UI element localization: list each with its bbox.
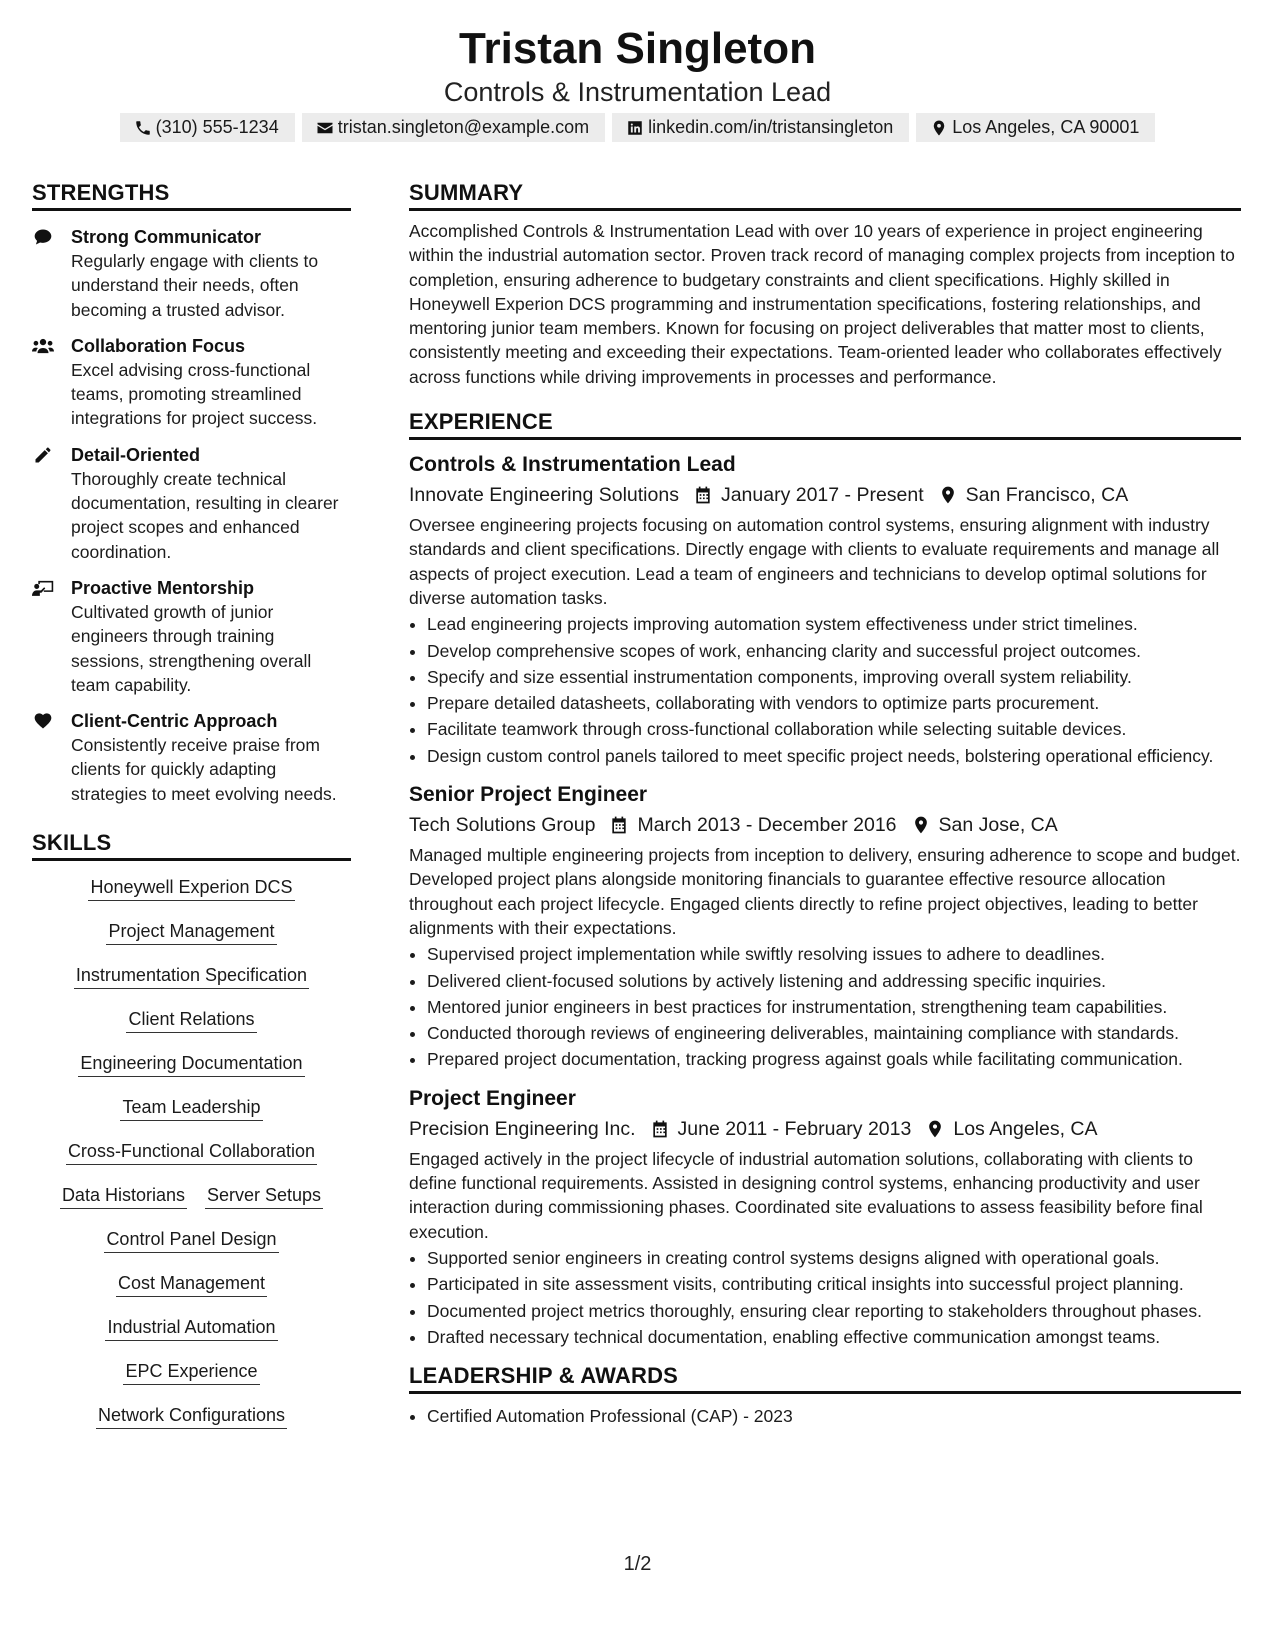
leadership-list: [409, 1404, 1241, 1428]
users-icon: [32, 336, 54, 356]
location-pin-icon: [938, 485, 958, 505]
skill-tag: Server Setups: [205, 1183, 323, 1209]
skill-tag: Network Configurations: [96, 1403, 287, 1429]
contact-text[interactable]: (310) 555-1234: [155, 117, 279, 137]
skill-tag: Project Management: [106, 919, 276, 945]
bullet-item: • Facilitate teamwork through cross-functional collaboration while selecting suitable devices.: [427, 717, 1241, 741]
job-meta: [409, 810, 1241, 840]
skill-row: [32, 1139, 351, 1165]
contact-item[interactable]: [916, 113, 1155, 142]
strength-title: Client-Centric Approach: [71, 711, 278, 732]
strengths-heading: STRENGTHS: [32, 178, 351, 211]
skill-tag: Data Historians: [60, 1183, 187, 1209]
phone-icon: [134, 119, 152, 137]
location-pin-icon: [930, 119, 948, 137]
candidate-name: Tristan Singleton: [459, 24, 816, 73]
experience-entry: [409, 450, 1241, 768]
leadership-heading: LEADERSHIP & AWARDS: [409, 1361, 1241, 1394]
strength-title: Proactive Mentorship: [71, 577, 255, 598]
bullet-item: • Participated in site assessment visits, contributing critical insights into successful project planning.: [427, 1272, 1241, 1296]
linkedin-icon: [626, 119, 644, 137]
job-title: Senior Project Engineer: [409, 783, 648, 807]
left-column: [32, 178, 351, 1447]
strength-item: [32, 443, 351, 564]
skill-row: [32, 1183, 351, 1209]
calendar-icon: [693, 485, 713, 505]
strength-item: [32, 225, 351, 322]
strength-item: [32, 709, 351, 806]
pencil-icon: [32, 445, 54, 465]
skill-tag: Cross-Functional Collaboration: [66, 1139, 317, 1165]
resume-header: [0, 22, 1275, 108]
strength-item: [32, 576, 351, 697]
skill-tag: Team Leadership: [120, 1095, 262, 1121]
summary-heading: SUMMARY: [409, 178, 1241, 211]
bullet-item: • Drafted necessary technical documentation, enabling effective communication amongst teams.: [427, 1325, 1241, 1349]
strength-description: Excel advising cross-functional teams, promoting streamlined integrations for project success.: [71, 359, 318, 429]
bullet-item: • Mentored junior engineers in best practices for instrumentation, strengthening team capabilities.: [427, 995, 1241, 1019]
job-location: San Jose, CA: [938, 814, 1058, 837]
skills-heading: SKILLS: [32, 828, 351, 861]
skill-row: [32, 1403, 351, 1429]
strength-description: Regularly engage with clients to understand their needs, often becoming a trusted advisor.: [71, 251, 319, 320]
strength-title: Collaboration Focus: [71, 335, 246, 356]
bullet-item: • Prepare detailed datasheets, collaborating with vendors to optimize parts procurement.: [427, 691, 1241, 715]
contact-item[interactable]: [302, 113, 605, 142]
skill-row: [32, 1227, 351, 1253]
chalkboard-teacher-icon: [32, 578, 54, 598]
skill-row: [32, 1095, 351, 1121]
bullet-item: • Conducted thorough reviews of engineering deliverables, maintaining compliance with standards.: [427, 1021, 1241, 1045]
skill-row: [32, 919, 351, 945]
skill-tag: Cost Management: [116, 1271, 267, 1297]
contact-text[interactable]: linkedin.com/in/tristansingleton: [648, 117, 894, 137]
job-description: Managed multiple engineering projects from inception to delivery, ensuring adherence to scope and budget. Developed project plans alongside monitoring financials to guarantee effective resource allocation throughout each project lifecycle. Engaged clients directly to refine project objectives, leading to better alignments with their expectations.: [409, 845, 1241, 938]
strengths-list: [32, 225, 351, 806]
summary-text: Accomplished Controls & Instrumentation Lead with over 10 years of experience in project engineering within the industrial automation sector. Proven track record of managing complex projects from inception to completion, ensuring adherence to budgetary constraints and client specifications. Highly skilled in Honeywell Experion DCS programming and instrumentation specifications, fostering relationships, and mentoring junior team members. Known for focusing on project deliverables that matter most to clients, consistently meeting and exceeding their expectations. Team-oriented leader who collaborates effectively across functions while driving improvements in processes and performance.: [409, 221, 1235, 387]
strength-description: Cultivated growth of junior engineers through training sessions, strengthening overall team capability.: [71, 601, 312, 695]
strength-description: Thoroughly create technical documentation, resulting in clearer project scopes and enhanced coordination.: [71, 468, 339, 562]
candidate-title: Controls & Instrumentation Lead: [443, 77, 832, 107]
job-bullets: [409, 612, 1241, 768]
bullet-item: • Design custom control panels tailored to meet specific project needs, bolstering operational efficiency.: [427, 744, 1241, 768]
skill-row: [32, 1051, 351, 1077]
strength-title: Detail-Oriented: [71, 444, 201, 465]
skill-tag: Engineering Documentation: [78, 1051, 304, 1077]
contact-item[interactable]: [612, 113, 909, 142]
skill-tag: EPC Experience: [123, 1359, 259, 1385]
bullet-item: • Documented project metrics thoroughly, ensuring clear reporting to stakeholders throughout phases.: [427, 1299, 1241, 1323]
contact-item[interactable]: [120, 113, 295, 142]
job-dates: March 2013 - December 2016: [637, 814, 897, 837]
skill-row: [32, 1359, 351, 1385]
bullet-item: • Prepared project documentation, tracking progress against goals while facilitating communication.: [427, 1047, 1241, 1071]
experience-entry: [409, 1084, 1241, 1349]
company-name: Tech Solutions Group: [409, 814, 596, 837]
bullet-item: • Delivered client-focused solutions by actively listening and addressing specific inquiries.: [427, 969, 1241, 993]
job-title: Controls & Instrumentation Lead: [409, 453, 736, 477]
skill-tag: Honeywell Experion DCS: [88, 875, 294, 901]
job-bullets: [409, 1246, 1241, 1349]
heart-icon: [32, 711, 54, 731]
skills-list: [32, 875, 351, 1429]
skill-row: [32, 1271, 351, 1297]
calendar-icon: [609, 815, 629, 835]
skill-tag: Client Relations: [126, 1007, 256, 1033]
bullet-item: • Lead engineering projects improving automation system effectiveness under strict timelines.: [427, 612, 1241, 636]
envelope-icon: [316, 119, 334, 137]
contact-text[interactable]: Los Angeles, CA 90001: [952, 117, 1140, 137]
skill-row: [32, 1007, 351, 1033]
strength-title: Strong Communicator: [71, 227, 262, 247]
skill-row: [32, 963, 351, 989]
skill-row: [32, 1315, 351, 1341]
skill-tag: Control Panel Design: [104, 1227, 278, 1253]
job-bullets: [409, 942, 1241, 1071]
location-pin-icon: [911, 815, 931, 835]
bullet-item: • Supported senior engineers in creating control systems designs aligned with operational goals.: [427, 1246, 1241, 1270]
bullet-item: • Supervised project implementation while swiftly resolving issues to adhere to deadlines.: [427, 942, 1241, 966]
company-name: Innovate Engineering Solutions: [409, 484, 679, 507]
strength-description: Consistently receive praise from clients for quickly adapting strategies to meet evolving needs.: [71, 735, 337, 804]
skill-tag: Instrumentation Specification: [74, 963, 309, 989]
job-title: Project Engineer: [409, 1086, 576, 1110]
award-item: • Certified Automation Professional (CAP) - 2023: [427, 1404, 1241, 1428]
job-meta: [409, 1114, 1241, 1144]
job-dates: January 2017 - Present: [720, 484, 924, 507]
strength-item: [32, 334, 351, 431]
experience-list: [409, 450, 1241, 1349]
bullet-item: • Develop comprehensive scopes of work, enhancing clarity and successful project outcomes.: [427, 639, 1241, 663]
job-description: Engaged actively in the project lifecycle of industrial automation solutions, collaborating with clients to define functional requirements. Assisted in designing control systems, enhancing productivity and user interaction during commissioning phases. Coordinated site evaluations to assess feasibility before final execution.: [409, 1148, 1203, 1242]
job-description: Oversee engineering projects focusing on automation control systems, ensuring alignment with industry standards and client specifications. Directly engage with clients to evaluate requirements and manage all aspects of project execution. Lead a team of engineers and technicians to develop optimal solutions for diverse automation tasks.: [409, 515, 1220, 608]
bullet-item: • Specify and size essential instrumentation components, improving overall system reliability.: [427, 665, 1241, 689]
location-pin-icon: [925, 1119, 945, 1139]
right-column: [409, 178, 1241, 1430]
job-dates: June 2011 - February 2013: [677, 1117, 912, 1140]
speech-bubble-icon: [32, 227, 54, 247]
job-location: Los Angeles, CA: [953, 1117, 1098, 1140]
page-number: 1/2: [623, 1553, 652, 1575]
skill-tag: Industrial Automation: [105, 1315, 277, 1341]
job-meta: [409, 480, 1241, 510]
calendar-icon: [650, 1119, 670, 1139]
company-name: Precision Engineering Inc.: [409, 1117, 636, 1140]
job-location: San Francisco, CA: [965, 484, 1129, 507]
contact-bar: [0, 113, 1275, 142]
contact-text[interactable]: tristan.singleton@example.com: [337, 117, 590, 137]
skill-row: [32, 875, 351, 901]
experience-heading: EXPERIENCE: [409, 407, 1241, 440]
experience-entry: [409, 780, 1241, 1072]
